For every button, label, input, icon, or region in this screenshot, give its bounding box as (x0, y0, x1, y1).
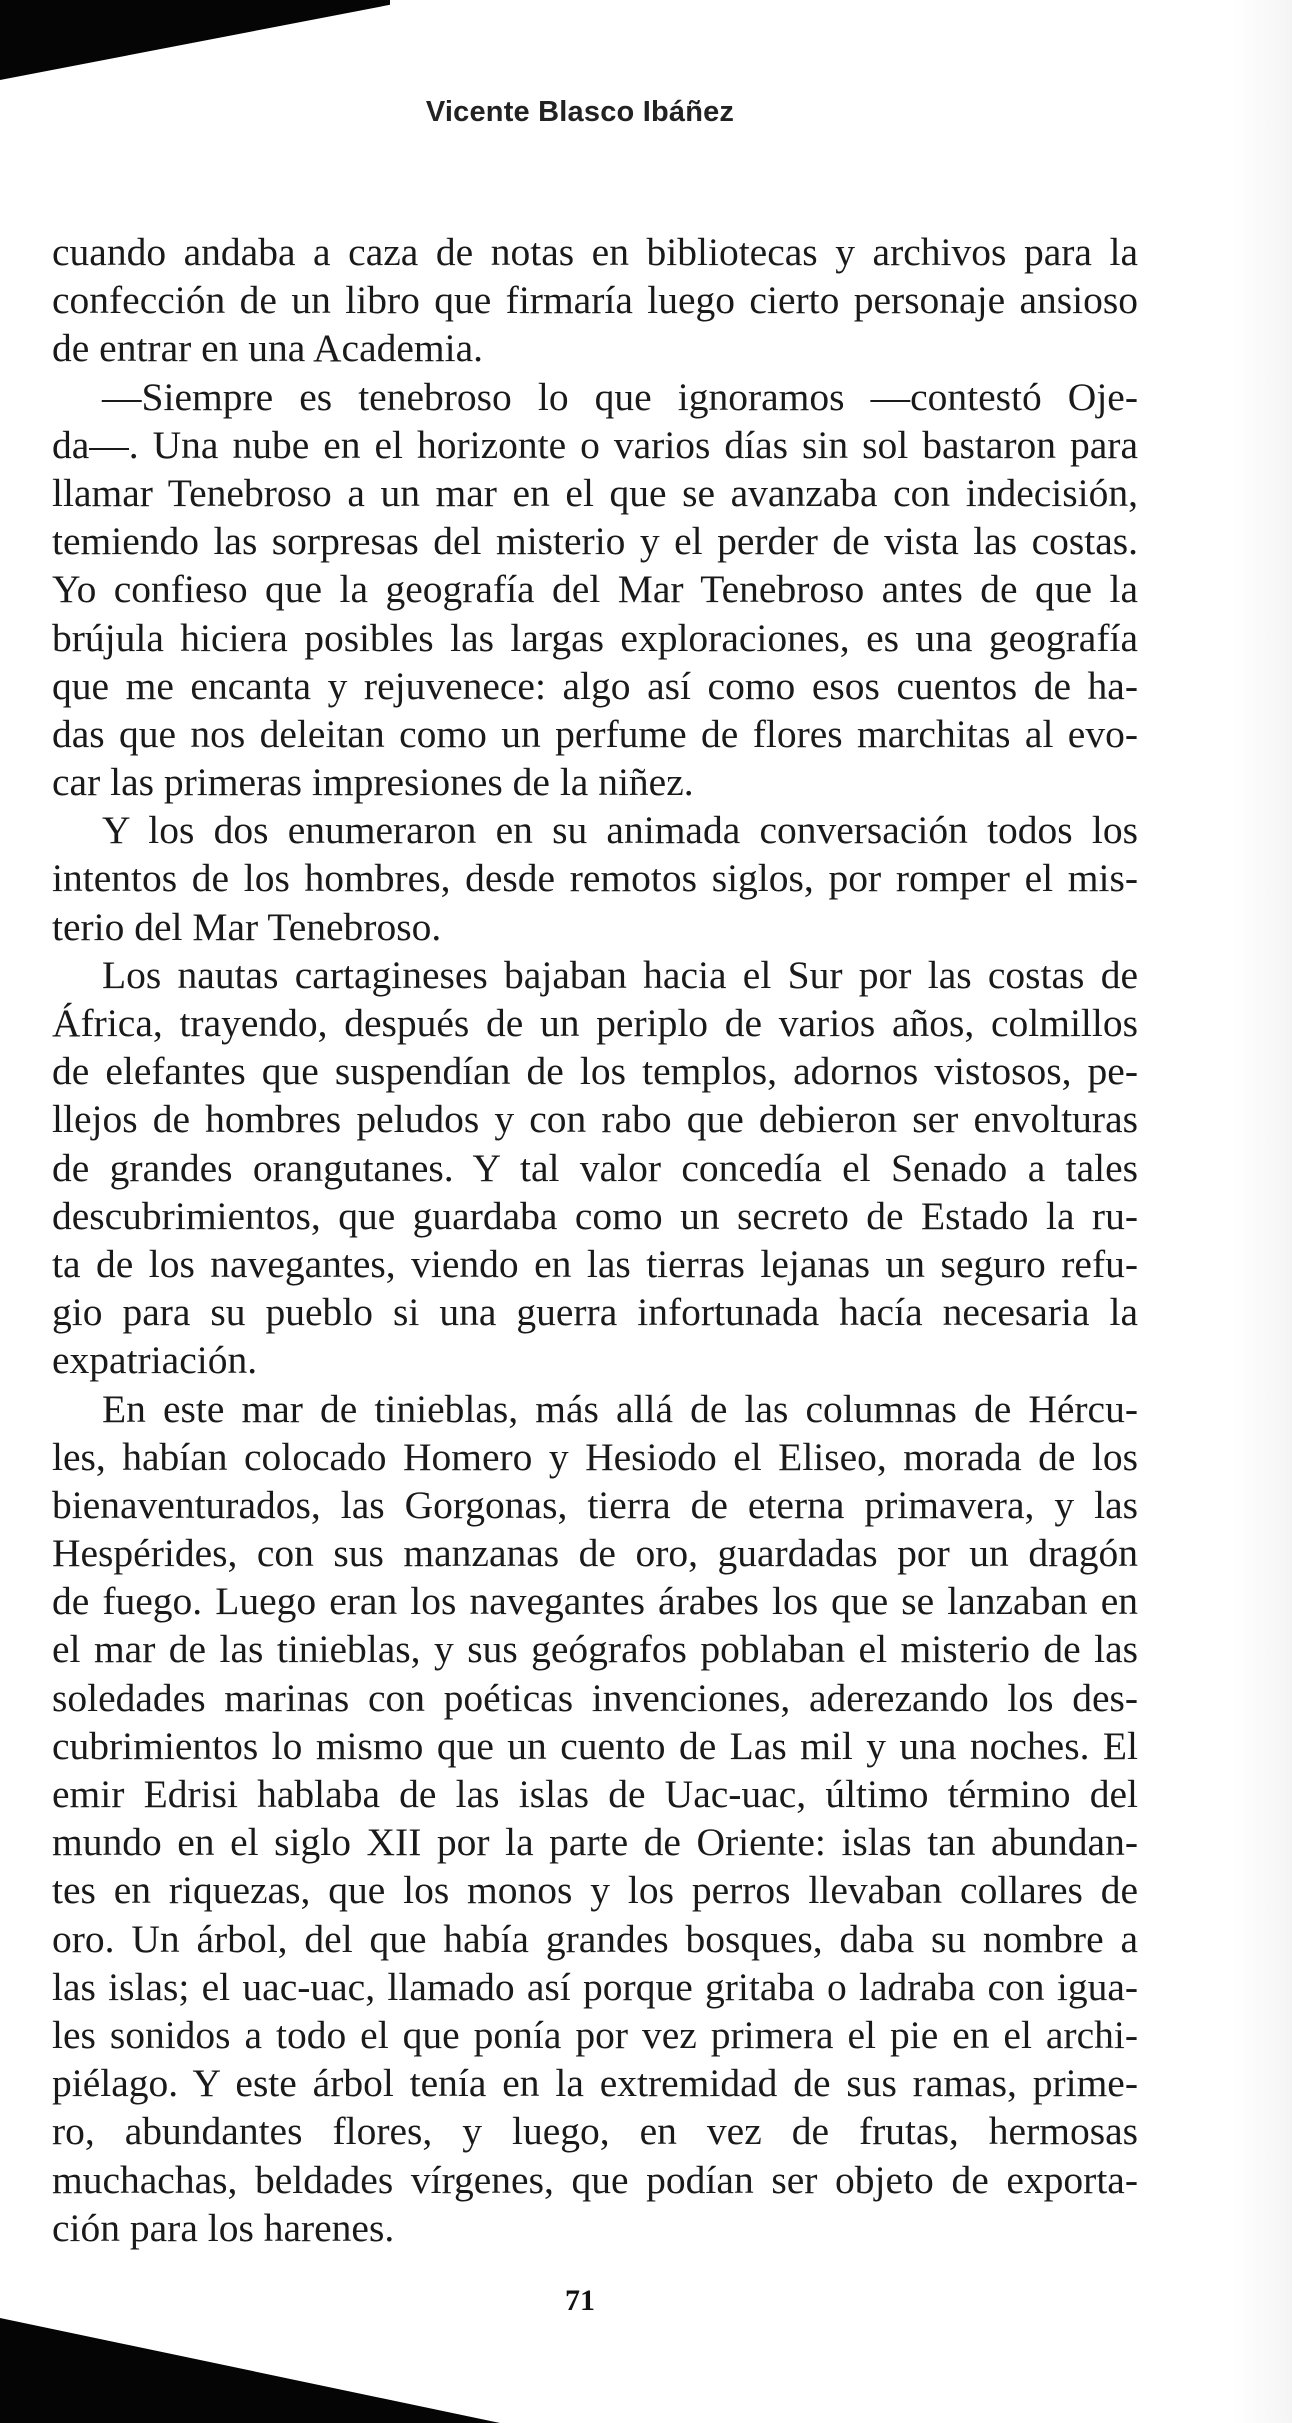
text-line: llejos de hombres peludos y con rabo que debieron ser envolturas (52, 1097, 1138, 1142)
text-line: temiendo las sorpresas del misterio y el perder de vista las costas. (52, 519, 1138, 564)
page-number: 71 (565, 2284, 595, 2317)
text-line: de entrar en una Academia. (52, 326, 483, 371)
text-line: ro, abundantes flores, y luego, en vez de frutas, hermosas (52, 2109, 1138, 2154)
text-line: África, trayendo, después de un periplo de varios años, colmillos (52, 1001, 1138, 1045)
body-text (52, 228, 1138, 2252)
text-line: que me encanta y rejuvenece: algo así como esos cuentos de ha- (52, 663, 1138, 708)
text-line: de fuego. Luego eran los navegantes árabes los que se lanzaban en (52, 1579, 1138, 1624)
text-line: les, habían colocado Homero y Hesiodo el Eliseo, morada de los (52, 1434, 1138, 1479)
text-line: les sonidos a todo el que ponía por vez primera el pie en el archi- (52, 2012, 1138, 2057)
text-line: da—. Una nube en el horizonte o varios días sin sol bastaron para (52, 422, 1138, 467)
text-line: gio para su pueblo si una guerra infortunada hacía necesaria la (52, 1290, 1138, 1335)
text-line: ción para los harenes. (52, 2205, 395, 2250)
text-line: Los nautas cartagineses bajaban hacia el Sur por las costas de (102, 952, 1138, 997)
text-line: mundo en el siglo XII por la parte de Oriente: islas tan abundan- (52, 1820, 1138, 1865)
text-line: Yo confieso que la geografía del Mar Tenebroso antes de que la (52, 567, 1138, 612)
text-line: brújula hiciera posibles las largas exploraciones, es una geografía (52, 615, 1138, 660)
text-line: de elefantes que suspendían de los templos, adornos vistosos, pe- (52, 1049, 1138, 1094)
page-edge-shade-right (1232, 0, 1292, 2423)
text-line: descubrimientos, que guardaba como un secreto de Estado la ru- (52, 1193, 1138, 1238)
text-line: piélago. Y este árbol tenía en la extremidad de sus ramas, prime- (52, 2061, 1138, 2106)
text-line: el mar de las tinieblas, y sus geógrafos poblaban el misterio de las (52, 1627, 1138, 1672)
text-line: En este mar de tinieblas, más allá de las columnas de Hércu- (102, 1386, 1138, 1431)
text-line: llamar Tenebroso a un mar en el que se avanzaba con indecisión, (52, 470, 1138, 515)
text-line: cuando andaba a caza de notas en bibliotecas y archivos para la (52, 230, 1138, 274)
text-line: cubrimientos lo mismo que un cuento de Las mil y una noches. El (52, 1723, 1138, 1768)
text-line: ta de los navegantes, viendo en las tierras lejanas un seguro refu- (52, 1241, 1138, 1286)
text-line: emir Edrisi hablaba de las islas de Uac-uac, último término del (52, 1772, 1138, 1816)
text-line: bienaventurados, las Gorgonas, tierra de eterna primavera, y las (52, 1482, 1138, 1527)
text-line: confección de un libro que firmaría luego cierto personaje ansioso (52, 278, 1138, 323)
text-line: Hespérides, con sus manzanas de oro, guardadas por un dragón (52, 1531, 1138, 1576)
text-line: las islas; el uac-uac, llamado así porque gritaba o ladraba con igua- (52, 1964, 1138, 2009)
text-line: car las primeras impresiones de la niñez. (52, 760, 694, 805)
running-head: Vicente Blasco Ibáñez (425, 96, 735, 128)
text-line: das que nos deleitan como un perfume de flores marchitas al evo- (52, 711, 1138, 756)
text-line: expatriación. (52, 1338, 258, 1383)
text-line: oro. Un árbol, del que había grandes bosques, daba su nombre a (52, 1916, 1138, 1961)
page-edge-shadow-bottom (0, 2318, 500, 2423)
text-line: terio del Mar Tenebroso. (52, 904, 442, 949)
text-line: muchachas, beldades vírgenes, que podían ser objeto de exporta- (52, 2157, 1138, 2202)
text-line: —Siempre es tenebroso lo que ignoramos —contestó Oje- (102, 374, 1138, 419)
text-line: Y los dos enumeraron en su animada conversación todos los (102, 808, 1138, 853)
text-line: tes en riquezas, que los monos y los perros llevaban collares de (52, 1868, 1138, 1913)
text-line: intentos de los hombres, desde remotos siglos, por romper el mis- (52, 856, 1138, 901)
text-line: soledades marinas con poéticas invenciones, aderezando los des- (52, 1675, 1138, 1720)
text-line: de grandes orangutanes. Y tal valor concedía el Senado a tales (52, 1145, 1138, 1190)
page-edge-shadow-top (0, 0, 390, 80)
